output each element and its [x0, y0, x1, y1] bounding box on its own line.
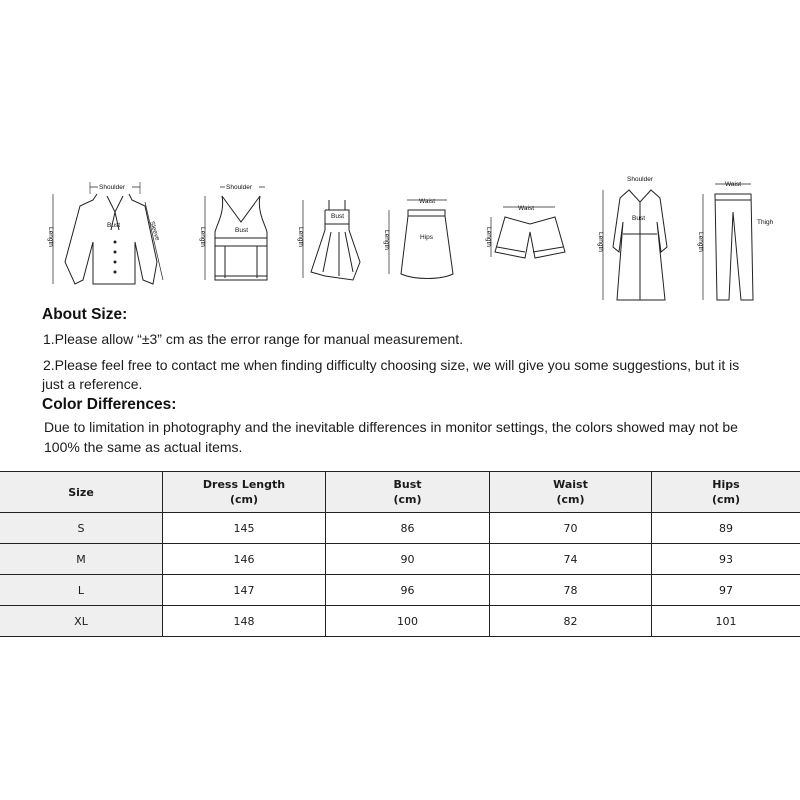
svg-text:Shoulder: Shoulder: [99, 184, 126, 191]
waist-cell: 78: [490, 575, 652, 606]
svg-text:Bust: Bust: [235, 227, 249, 234]
svg-text:Shoulder: Shoulder: [226, 184, 253, 191]
size-chart-table: [0, 471, 800, 637]
header-size: Size: [0, 472, 163, 513]
svg-text:Length: Length: [199, 227, 206, 247]
skirt-diagram-icon: [383, 198, 453, 279]
svg-text:Bust: Bust: [107, 222, 121, 229]
header-hips: Hips (cm): [652, 472, 800, 513]
waist-cell: 82: [490, 606, 652, 637]
svg-text:Length: Length: [485, 227, 492, 247]
svg-text:Sleeve: Sleeve: [148, 220, 161, 242]
svg-text:Thigh: Thigh: [757, 219, 774, 226]
hips-cell: 97: [652, 575, 800, 606]
blouse-diagram-icon: [47, 182, 163, 284]
svg-text:Shoulder: Shoulder: [627, 176, 654, 183]
size-cell: XL: [0, 606, 163, 637]
svg-text:Length: Length: [697, 232, 704, 252]
bust-cell: 100: [326, 606, 490, 637]
bust-cell: 96: [326, 575, 490, 606]
waist-cell: 70: [490, 513, 652, 544]
svg-text:Hips: Hips: [420, 234, 434, 241]
dress-length-cell: 146: [163, 544, 326, 575]
dress-diagram-icon: [297, 200, 360, 280]
header-dress-length: Dress Length (cm): [163, 472, 326, 513]
table-header-row: [0, 472, 800, 513]
svg-text:Length: Length: [383, 230, 390, 250]
waist-cell: 74: [490, 544, 652, 575]
table-row: [0, 513, 800, 544]
hips-cell: 89: [652, 513, 800, 544]
tank-top-diagram-icon: [199, 183, 267, 280]
size-cell: M: [0, 544, 163, 575]
svg-text:Length: Length: [297, 227, 304, 247]
svg-text:Bust: Bust: [632, 215, 646, 222]
table-row: [0, 544, 800, 575]
about-size-heading: About Size:: [42, 306, 128, 323]
svg-text:Waist: Waist: [518, 205, 535, 212]
coat-diagram-icon: [597, 175, 667, 300]
bust-cell: 86: [326, 513, 490, 544]
color-differences-line-2: 100% the same as actual items.: [44, 439, 243, 455]
svg-text:Waist: Waist: [725, 181, 742, 188]
header-waist: Waist (cm): [490, 472, 652, 513]
svg-text:Length: Length: [597, 232, 604, 252]
size-cell: S: [0, 513, 163, 544]
color-differences-heading: Color Differences:: [42, 396, 177, 413]
table-row: [0, 575, 800, 606]
hips-cell: 93: [652, 544, 800, 575]
bust-cell: 90: [326, 544, 490, 575]
svg-text:Bust: Bust: [331, 213, 345, 220]
hips-cell: 101: [652, 606, 800, 637]
pants-diagram-icon: [697, 181, 774, 300]
size-cell: L: [0, 575, 163, 606]
dress-length-cell: 148: [163, 606, 326, 637]
garment-measurement-illustrations: [35, 172, 775, 302]
about-size-line-2-cont: just a reference.: [42, 376, 143, 392]
dress-length-cell: 145: [163, 513, 326, 544]
dress-length-cell: 147: [163, 575, 326, 606]
svg-text:Length: Length: [47, 227, 54, 247]
shorts-diagram-icon: [485, 205, 565, 258]
about-size-line-2: 2.Please feel free to contact me when finding difficulty choosing size, we will give you some suggestions, but it is: [43, 357, 740, 373]
header-bust: Bust (cm): [326, 472, 490, 513]
color-differences-line-1: Due to limitation in photography and the inevitable differences in monitor settings, the colors showed may not be: [44, 419, 738, 435]
table-row: [0, 606, 800, 637]
about-size-line-1: 1.Please allow “±3” cm as the error range for manual measurement.: [43, 331, 464, 347]
svg-text:Waist: Waist: [419, 198, 436, 205]
